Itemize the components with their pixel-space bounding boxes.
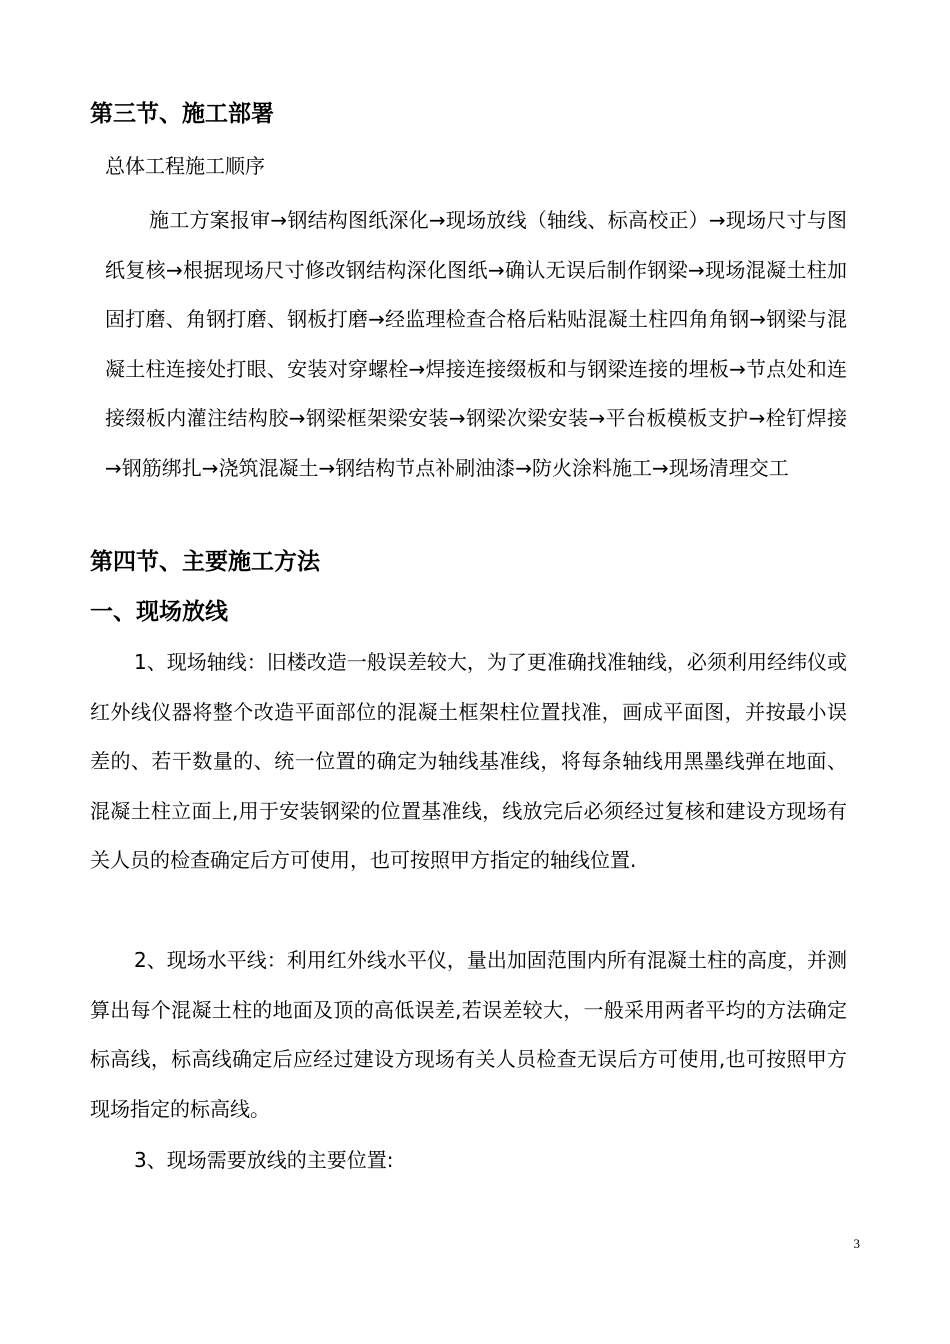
section-3-heading: 第三节、施工部署 (90, 101, 274, 127)
section-4-heading: 第四节、主要施工方法 (90, 549, 320, 575)
level-line-paragraph: 2、现场水平线：利用红外线水平仪，量出加固范围内所有混凝土柱的高度，并测算出每个混凝土柱的地面及顶的高低误差,若误差较大，一般采用两者平均的方法确定标高线，标高线确定后应经过建设方现场有关人员检查无误后方可使用,也可按照甲方现场指定的标高线。 (90, 948, 847, 1121)
subsection-1-heading: 一、现场放线 (90, 599, 228, 625)
axis-line-paragraph: 1、现场轴线：旧楼改造一般误差较大，为了更准确找准轴线，必须利用经纬仪或红外线仪器将整个改造平面部位的混凝土框架柱位置找准，画成平面图，并按最小误差的、若干数量的、统一位置的确定为轴线基准线，将每条轴线用黑墨线弹在地面、混凝土柱立面上,用于安装钢梁的位置基准线，线放完后必须经过复核和建设方现场有关人员的检查确定后方可使用，也可按照甲方指定的轴线位置. (90, 650, 847, 872)
page-number: 3 (853, 1236, 860, 1251)
main-positions-paragraph: 3、现场需要放线的主要位置: (134, 1148, 394, 1172)
construction-sequence-paragraph: 施工方案报审→钢结构图纸深化→现场放线（轴线、标高校正）→现场尺寸与图纸复核→根据现场尺寸修改钢结构深化图纸→确认无误后制作钢梁→现场混凝土柱加固打磨、角钢打磨、钢板打磨→经监理检查合格后粘贴混凝土柱四角角钢→钢梁与混凝土柱连接处打眼、安装对穿螺栓→焊接连接缀板和与钢梁连接的埋板→节点处和连接缀板内灌注结构胶→钢梁框架梁安装→钢梁次梁安装→平台板模板支护→栓钉焊接→钢筋绑扎→浇筑混凝土→钢结构节点补刷油漆→防火涂料施工→现场清理交工 (105, 208, 847, 480)
section-3-subtitle: 总体工程施工顺序 (105, 154, 265, 178)
